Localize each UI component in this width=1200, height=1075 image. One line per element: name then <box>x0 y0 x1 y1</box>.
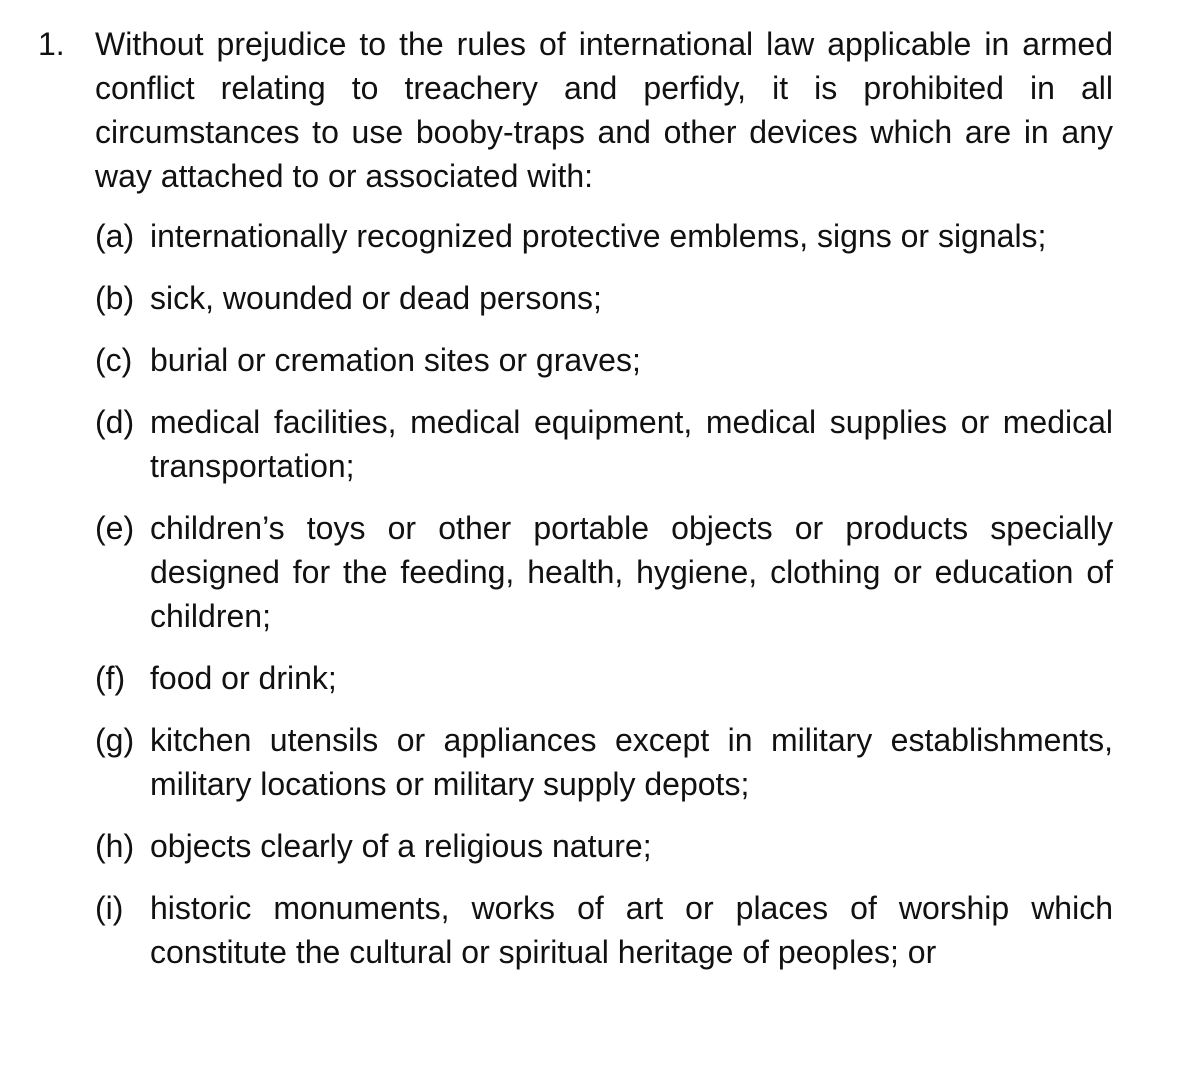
item-text: children’s toys or other portable objects or products specially designed for the feeding, health, hygiene, clothing or education of children; <box>150 510 1113 634</box>
item-text: internationally recognized protective emblems, signs or signals; <box>150 218 1047 254</box>
item-label: (i) <box>95 890 124 926</box>
list-item-f <box>0 656 1200 700</box>
item-text: kitchen utensils or appliances except in military establishments, military locations or military supply depots; <box>150 722 1113 802</box>
item-label: (g) <box>95 722 135 758</box>
list-item-c <box>0 338 1200 382</box>
list-item-e <box>0 506 1200 638</box>
item-text: food or drink; <box>150 660 337 696</box>
item-text: historic monuments, works of art or places of worship which constitute the cultural or spiritual heritage of peoples; or <box>150 890 1113 970</box>
list-item-d <box>0 400 1200 488</box>
item-text: medical facilities, medical equipment, medical supplies or medical transportation; <box>150 404 1113 484</box>
item-text: objects clearly of a religious nature; <box>150 828 652 864</box>
item-label: (e) <box>95 510 135 546</box>
list-item-g <box>0 718 1200 806</box>
list-item-b <box>0 276 1200 320</box>
sub-item-list <box>0 214 1200 992</box>
item-label: (d) <box>95 404 135 440</box>
item-text: sick, wounded or dead persons; <box>150 280 602 316</box>
list-item-i <box>0 886 1200 974</box>
item-label: (a) <box>95 218 135 254</box>
paragraph-number: 1. <box>38 26 65 62</box>
item-text: burial or cremation sites or graves; <box>150 342 641 378</box>
item-label: (h) <box>95 828 135 864</box>
item-label: (b) <box>95 280 135 316</box>
list-item-h <box>0 824 1200 868</box>
item-label: (f) <box>95 660 126 696</box>
item-label: (c) <box>95 342 133 378</box>
paragraph-text: Without prejudice to the rules of international law applicable in armed conflict relating to treachery and perfidy, it is prohibited in all circumstances to use booby-traps and other devices which are in any way attached to or associated with: <box>95 26 1113 194</box>
list-item-a <box>0 214 1200 258</box>
